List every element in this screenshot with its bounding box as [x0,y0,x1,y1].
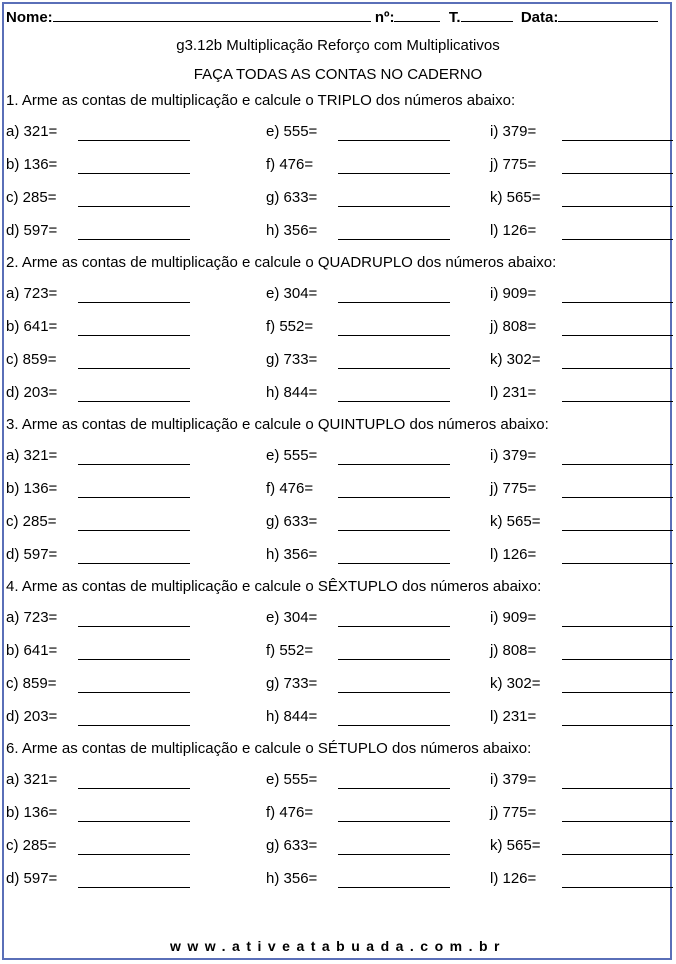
answer-line[interactable] [338,659,450,660]
answer-line[interactable] [78,659,190,660]
exercise-label: c) 285= [6,513,57,530]
answer-line[interactable] [338,497,450,498]
answer-line[interactable] [338,626,450,627]
answer-line[interactable] [78,626,190,627]
answer-line[interactable] [338,530,450,531]
answer-line[interactable] [338,788,450,789]
answer-line[interactable] [78,464,190,465]
exercise-label: d) 597= [6,222,58,239]
worksheet-subtitle: FAÇA TODAS AS CONTAS NO CADERNO [193,66,483,83]
exercise-label: l) 126= [490,546,537,563]
exercise-label: d) 597= [6,870,58,887]
exercise-label: a) 321= [6,771,58,788]
exercise-label: j) 808= [490,642,537,659]
exercise-label: l) 231= [490,384,537,401]
exercise-label: f) 552= [266,318,314,335]
nome-label: Nome: [6,9,53,26]
answer-line[interactable] [562,302,673,303]
numero-blank[interactable] [394,8,440,22]
exercise-label: f) 552= [266,642,314,659]
exercise-label: f) 476= [266,156,314,173]
answer-line[interactable] [338,401,450,402]
answer-line[interactable] [78,368,190,369]
exercise-label: k) 565= [490,189,541,206]
exercise-label: h) 844= [266,708,318,725]
answer-line[interactable] [78,206,190,207]
answer-line[interactable] [338,725,450,726]
answer-line[interactable] [562,335,673,336]
exercise-label: h) 356= [266,546,318,563]
answer-line[interactable] [338,821,450,822]
answer-line[interactable] [78,563,190,564]
exercise-label: g) 733= [266,351,318,368]
exercise-label: d) 203= [6,384,58,401]
exercise-label: i) 379= [490,123,537,140]
answer-line[interactable] [562,497,673,498]
exercise-label: i) 909= [490,285,537,302]
turma-label: T. [448,9,461,26]
exercise-label: b) 136= [6,480,58,497]
exercise-label: b) 641= [6,318,58,335]
exercise-label: j) 808= [490,318,537,335]
exercise-label: k) 565= [490,513,541,530]
answer-line[interactable] [562,788,673,789]
exercise-label: g) 733= [266,675,318,692]
exercise-label: l) 126= [490,222,537,239]
exercise-label: j) 775= [490,480,537,497]
exercise-label: d) 597= [6,546,58,563]
answer-line[interactable] [562,239,673,240]
exercise-label: k) 302= [490,675,541,692]
exercise-label: k) 565= [490,837,541,854]
answer-line[interactable] [562,464,673,465]
exercise-label: c) 285= [6,837,57,854]
answer-line[interactable] [562,725,673,726]
exercise-label: h) 844= [266,384,318,401]
answer-line[interactable] [338,140,450,141]
answer-line[interactable] [562,206,673,207]
exercise-label: e) 555= [266,123,318,140]
exercise-label: h) 356= [266,222,318,239]
answer-line[interactable] [78,335,190,336]
exercise-label: a) 321= [6,123,58,140]
exercise-label: l) 126= [490,870,537,887]
answer-line[interactable] [562,821,673,822]
answer-line[interactable] [338,563,450,564]
data-label: Data: [520,9,559,26]
answer-line[interactable] [78,821,190,822]
answer-line[interactable] [562,854,673,855]
answer-line[interactable] [562,626,673,627]
answer-line[interactable] [562,563,673,564]
worksheet-title: g3.12b Multiplicação Reforço com Multiplicativos [176,37,500,54]
answer-line[interactable] [78,173,190,174]
answer-line[interactable] [78,530,190,531]
question-prompt: 6. Arme as contas de multiplicação e calcule o SÉTUPLO dos números abaixo: [6,740,532,757]
answer-line[interactable] [338,368,450,369]
question-prompt: 1. Arme as contas de multiplicação e calcule o TRIPLO dos números abaixo: [6,92,516,109]
exercise-label: b) 641= [6,642,58,659]
answer-line[interactable] [78,692,190,693]
exercise-label: b) 136= [6,804,58,821]
answer-line[interactable] [78,887,190,888]
exercise-label: c) 285= [6,189,57,206]
answer-line[interactable] [562,368,673,369]
exercise-label: b) 136= [6,156,58,173]
exercise-label: e) 555= [266,771,318,788]
data-blank[interactable] [558,8,658,22]
answer-line[interactable] [338,173,450,174]
answer-line[interactable] [562,140,673,141]
exercise-label: i) 379= [490,447,537,464]
answer-line[interactable] [338,302,450,303]
answer-line[interactable] [338,335,450,336]
question-prompt: 3. Arme as contas de multiplicação e calcule o QUINTUPLO dos números abaixo: [6,416,549,433]
answer-line[interactable] [78,239,190,240]
exercise-label: g) 633= [266,189,318,206]
answer-line[interactable] [338,464,450,465]
exercise-label: a) 723= [6,609,58,626]
page-border [2,2,672,960]
answer-line[interactable] [78,302,190,303]
answer-line[interactable] [562,401,673,402]
exercise-label: c) 859= [6,675,57,692]
exercise-label: e) 304= [266,285,318,302]
answer-line[interactable] [78,854,190,855]
answer-line[interactable] [562,887,673,888]
numero-label: nº: [374,9,395,26]
exercise-label: f) 476= [266,804,314,821]
question-prompt: 2. Arme as contas de multiplicação e calcule o QUADRUPLO dos números abaixo: [6,254,557,271]
exercise-label: i) 379= [490,771,537,788]
answer-line[interactable] [78,401,190,402]
answer-line[interactable] [338,206,450,207]
footer-website: www.ativeatabuada.com.br [170,938,506,954]
turma-blank[interactable] [461,8,513,22]
nome-blank[interactable] [53,8,371,22]
exercise-label: c) 859= [6,351,57,368]
exercise-label: e) 555= [266,447,318,464]
exercise-label: j) 775= [490,156,537,173]
exercise-label: l) 231= [490,708,537,725]
exercise-label: f) 476= [266,480,314,497]
exercise-label: e) 304= [266,609,318,626]
exercise-label: g) 633= [266,837,318,854]
answer-line[interactable] [338,692,450,693]
exercise-label: j) 775= [490,804,537,821]
answer-line[interactable] [338,887,450,888]
answer-line[interactable] [78,788,190,789]
exercise-label: i) 909= [490,609,537,626]
answer-line[interactable] [562,659,673,660]
exercise-label: a) 723= [6,285,58,302]
answer-line[interactable] [78,725,190,726]
exercise-label: d) 203= [6,708,58,725]
answer-line[interactable] [562,173,673,174]
answer-line[interactable] [562,530,673,531]
answer-line[interactable] [78,497,190,498]
answer-line[interactable] [338,854,450,855]
exercise-label: a) 321= [6,447,58,464]
exercise-label: h) 356= [266,870,318,887]
answer-line[interactable] [338,239,450,240]
student-header [6,8,658,26]
answer-line[interactable] [78,140,190,141]
question-prompt: 4. Arme as contas de multiplicação e calcule o SÊXTUPLO dos números abaixo: [6,578,542,595]
answer-line[interactable] [562,692,673,693]
exercise-label: k) 302= [490,351,541,368]
exercise-label: g) 633= [266,513,318,530]
